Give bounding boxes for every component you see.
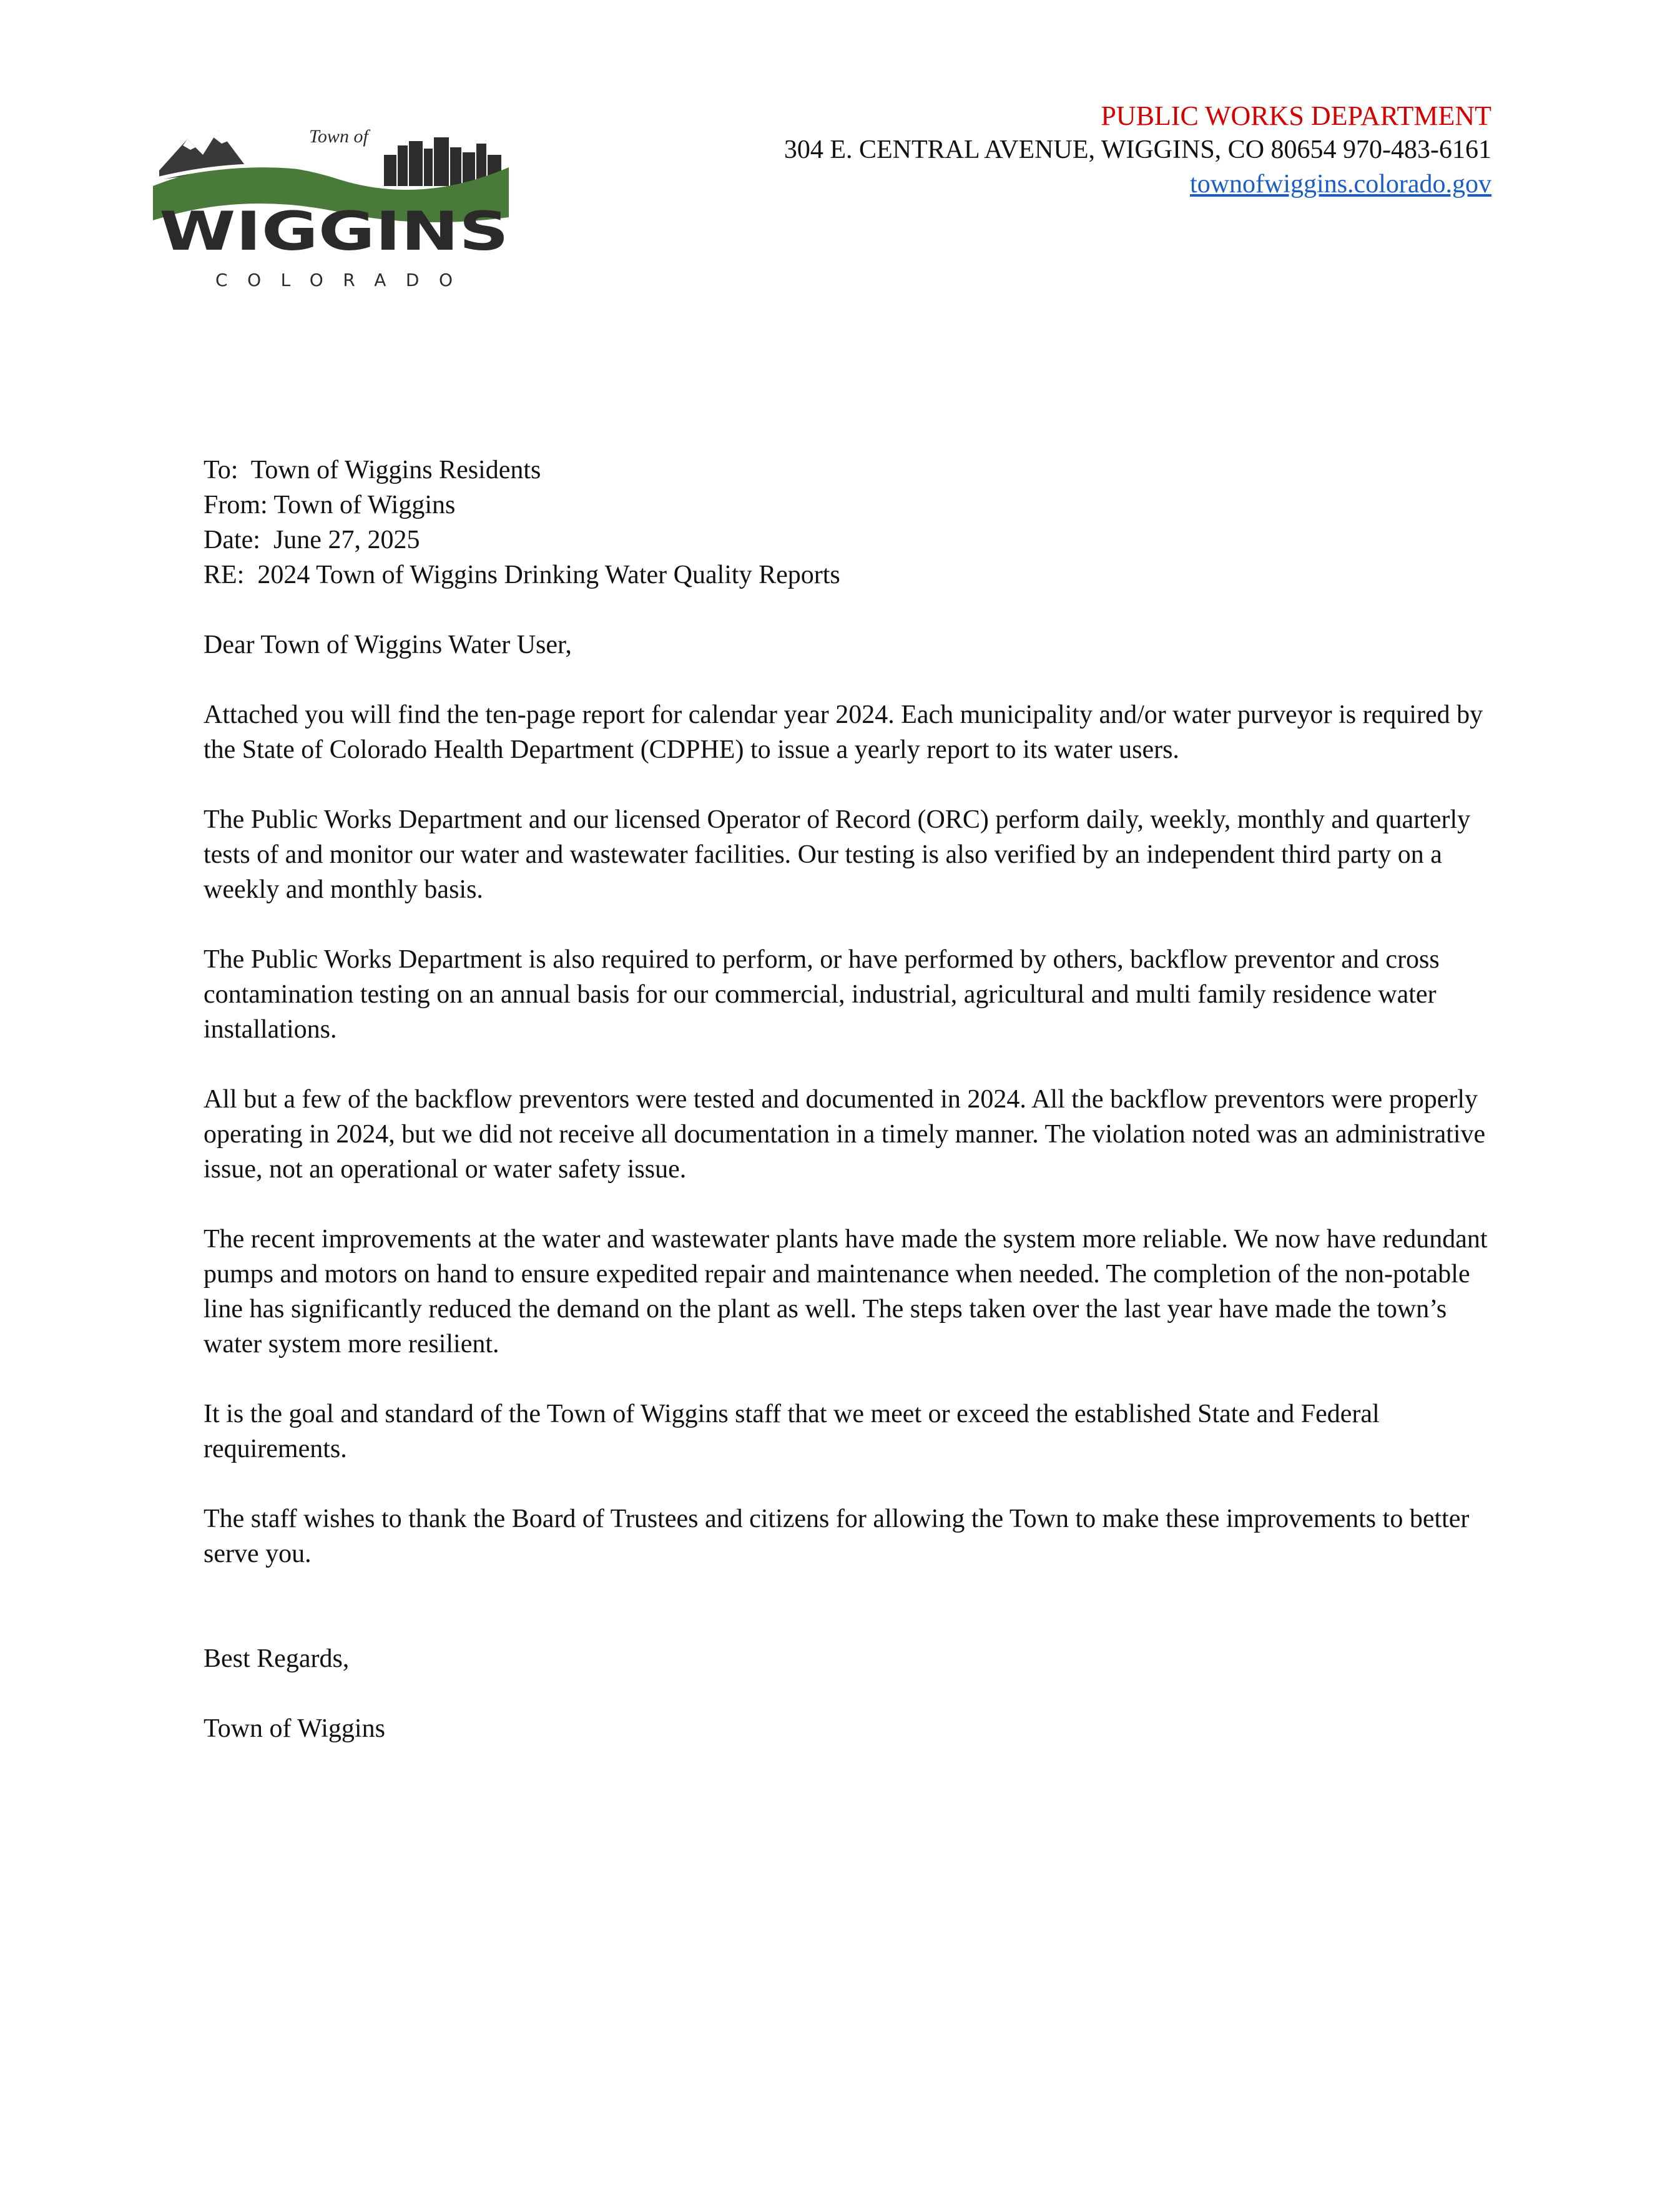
town-logo (153, 111, 515, 298)
closing: Best Regards, (204, 1644, 350, 1673)
memo-re: RE: 2024 Town of Wiggins Drinking Water Quality Reports (204, 561, 840, 589)
signature: Town of Wiggins (204, 1714, 385, 1743)
website-link[interactable]: townofwiggins.colorado.gov (1190, 170, 1491, 199)
logo-colorado: COLORADO (215, 270, 453, 290)
memo-to: To: Town of Wiggins Residents (204, 456, 541, 484)
letter-body (204, 453, 1502, 1781)
memo-from: From: Town of Wiggins (204, 491, 456, 519)
letter-paragraph: The Public Works Department is also required to perform, or have performed by others, backflow preventor and cross contamination testing on an annual basis for our commercial, industrial, agricultural and multi family residence water installations. (204, 945, 1440, 1044)
letter-paragraph: The recent improvements at the water and wastewater plants have made the system more reliable. We now have redundant pumps and motors on hand to ensure expedited repair and maintenance when needed. The completion of the non-potable line has significantly reduced the demand on the plant as well. The steps taken over the last year have made the town’s water system more resilient. (204, 1225, 1488, 1358)
memo-date: Date: June 27, 2025 (204, 526, 420, 554)
letter-paragraph: The Public Works Department and our licensed Operator of Record (ORC) perform daily, weekly, monthly and quarterly tests of and monitor our water and wastewater facilities. Our testing is also verified by an independent third party on a weekly and monthly basis. (204, 805, 1471, 904)
department-name: PUBLIC WORKS DEPARTMENT (1101, 101, 1491, 131)
letter-paragraph: Attached you will find the ten-page report for calendar year 2024. Each municipality and/or water purveyor is required by the State of Colorado Health Department (CDPHE) to issue a yearly report to its water users. (204, 700, 1483, 764)
department-address: 304 E. CENTRAL AVENUE, WIGGINS, CO 80654 970-483-6161 (784, 135, 1491, 164)
letterhead (784, 99, 1491, 202)
wiggins-logo-graphic (153, 111, 515, 298)
letter-paragraph: All but a few of the backflow preventors were tested and documented in 2024. All the backflow preventors were properly operating in 2024, but we did not receive all documentation in a timely manner. The violation noted was an administrative issue, not an operational or water safety issue. (204, 1085, 1486, 1184)
letter-paragraph: It is the goal and standard of the Town of Wiggins staff that we meet or exceed the established State and Federal requirements. (204, 1400, 1380, 1463)
salutation: Dear Town of Wiggins Water User, (204, 631, 572, 659)
logo-town-of: Town of (309, 126, 368, 147)
logo-wiggins: WIGGINS (159, 200, 509, 263)
letter-paragraph: The staff wishes to thank the Board of Trustees and citizens for allowing the Town to make these improvements to better serve you. (204, 1505, 1470, 1568)
memo-block (204, 453, 1502, 592)
